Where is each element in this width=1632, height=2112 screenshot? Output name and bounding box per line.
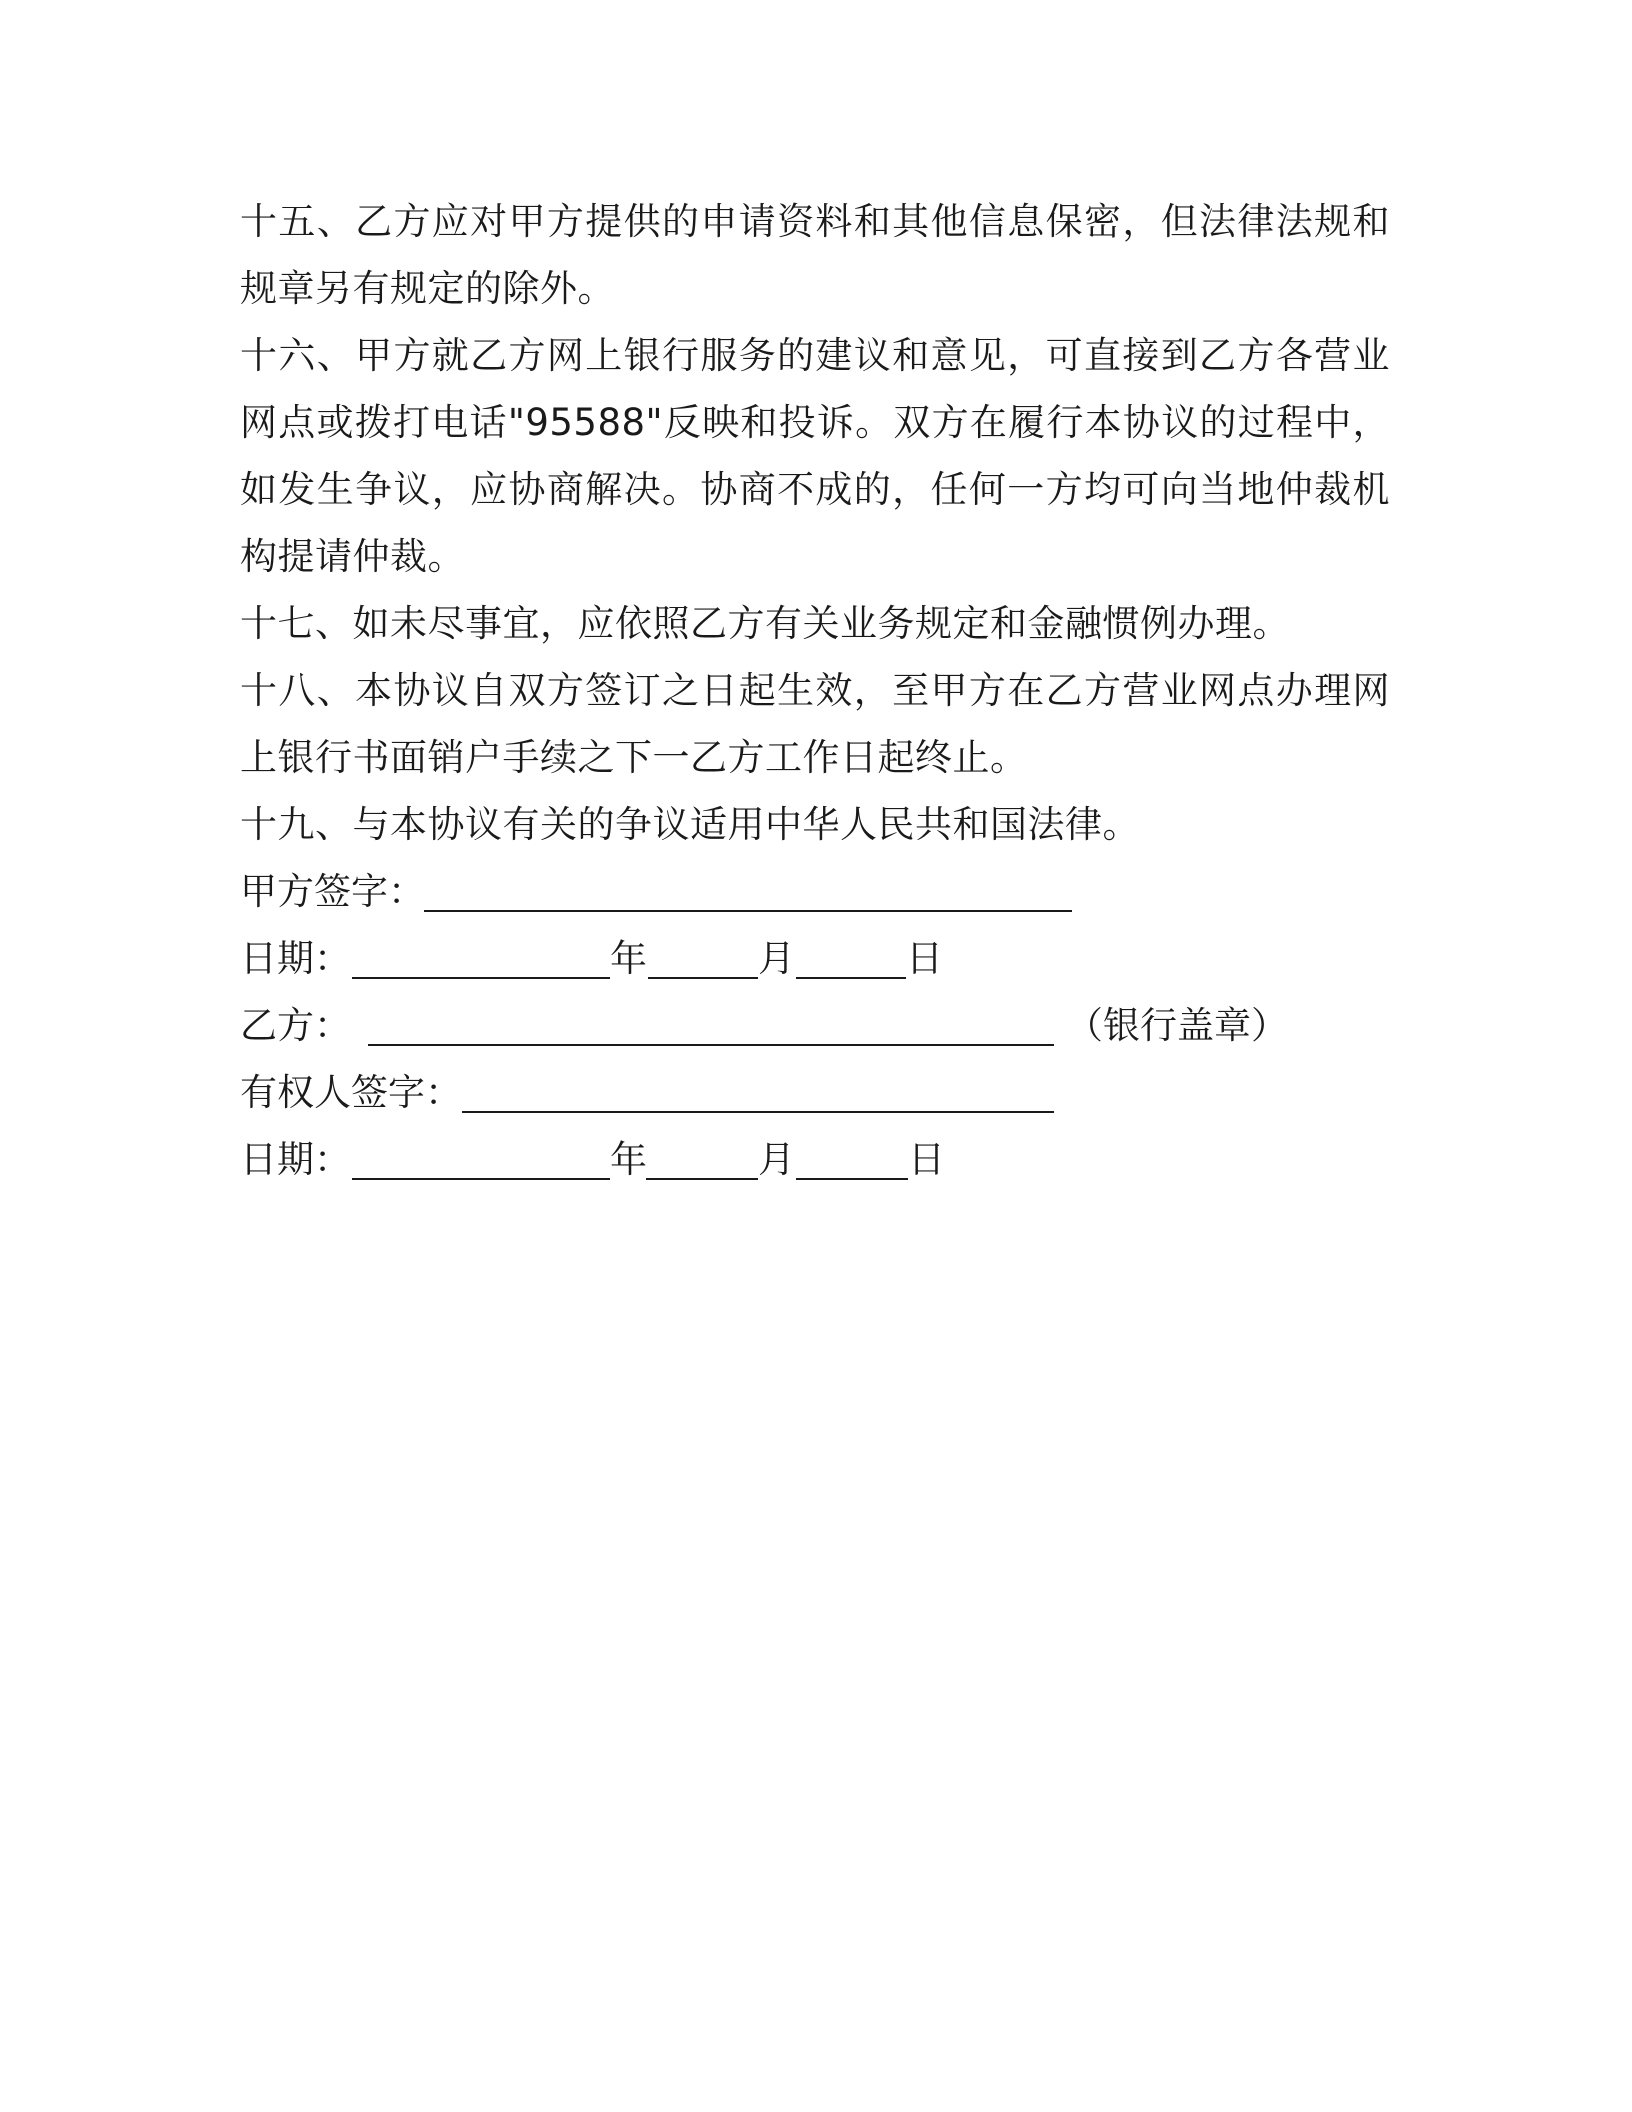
bank-seal-note: （银行盖章） [1066,1004,1288,1047]
party-a-signature-label: 甲方签字： [240,870,425,913]
clause-15: 十五、乙方应对甲方提供的申请资料和其他信息保密，但法律法规和规章另有规定的除外。 [240,200,1390,310]
authorized-signature-label: 有权人签字： [240,1071,462,1114]
party-b-year-label: 年 [610,1138,647,1181]
clause-19: 十九、与本协议有关的争议适用中华人民共和国法律。 [240,803,1140,846]
party-b-label: 乙方： [240,1004,351,1047]
party-b-date-label: 日期： [240,1138,351,1181]
party-a-date-label: 日期： [240,937,351,980]
party-b-year-field[interactable] [352,1178,610,1180]
party-a-month-label: 月 [758,937,795,980]
authorized-signature-row [240,1059,1390,1126]
clause-16: 十六、甲方就乙方网上银行服务的建议和意见，可直接到乙方各营业网点或拨打电话"95588"反映和投诉。双方在履行本协议的过程中，如发生争议，应协商解决。协商不成的，任何一方均可向当地仲裁机构提请仲裁。 [240,334,1390,578]
party-b-day-field[interactable] [796,1178,908,1180]
authorized-signature-field[interactable] [462,1111,1054,1113]
party-a-signature-row [240,858,1390,925]
document-page [240,188,1390,1193]
party-b-date-row [240,1126,1390,1193]
clause-18: 十八、本协议自双方签订之日起生效，至甲方在乙方营业网点办理网上银行书面销户手续之下一乙方工作日起终止。 [240,669,1390,779]
party-a-date-row [240,925,1390,992]
party-a-day-field[interactable] [796,977,906,979]
party-b-field[interactable] [368,1044,1054,1046]
party-b-month-label: 月 [758,1138,795,1181]
party-a-year-field[interactable] [352,977,610,979]
party-b-month-field[interactable] [646,1178,758,1180]
party-a-month-field[interactable] [648,977,758,979]
clause-17: 十七、如未尽事宜，应依照乙方有关业务规定和金融惯例办理。 [240,602,1290,645]
party-a-day-label: 日 [906,937,943,980]
party-b-day-label: 日 [908,1138,945,1181]
party-b-row [240,992,1390,1059]
party-a-signature-field[interactable] [424,910,1072,912]
party-a-year-label: 年 [610,937,647,980]
